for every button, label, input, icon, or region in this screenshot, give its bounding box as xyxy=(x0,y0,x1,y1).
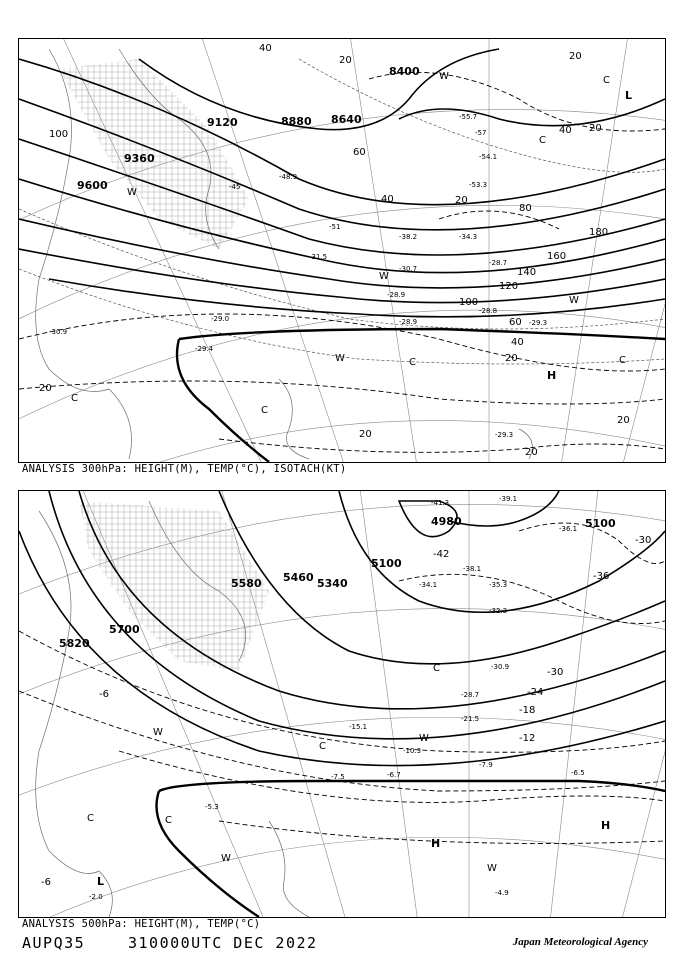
isotach-label: 20 xyxy=(525,447,538,458)
isotach-label: 140 xyxy=(517,267,537,278)
height-label: 9600 xyxy=(77,179,108,192)
cold-symbol: C xyxy=(603,75,610,86)
warm-symbol: W xyxy=(487,863,497,874)
isotach-label: 180 xyxy=(589,227,609,238)
temperature-label: -57 xyxy=(475,129,487,137)
high-symbol: H xyxy=(601,819,611,832)
isotherm-label: -42 xyxy=(433,549,450,560)
height-label: 8880 xyxy=(281,115,312,128)
cold-symbol: C xyxy=(433,663,440,674)
temperature-label: -28.9 xyxy=(387,291,406,299)
isotach-label: 120 xyxy=(499,281,519,292)
isotherm-label: -36 xyxy=(593,571,610,582)
caption-500hpa: ANALYSIS 500hPa: HEIGHT(M), TEMP(°C) xyxy=(22,918,261,930)
warm-symbol: W xyxy=(439,71,449,82)
height-label: 5820 xyxy=(59,637,90,650)
temperature-label: -38.2 xyxy=(399,233,418,241)
cold-symbol: C xyxy=(539,135,546,146)
warm-symbol: W xyxy=(379,271,389,282)
isotherm-label: -30 xyxy=(635,535,652,546)
isotach-label: 20 xyxy=(569,51,582,62)
warm-symbol: W xyxy=(127,187,137,198)
low-symbol: L xyxy=(97,875,105,888)
height-label: 8640 xyxy=(331,113,362,126)
warm-symbol: W xyxy=(419,733,429,744)
warm-symbol: W xyxy=(335,353,345,364)
caption-300hpa: ANALYSIS 300hPa: HEIGHT(M), TEMP(°C), ISOTACH(KT) xyxy=(22,463,347,475)
isotach-label: 20 xyxy=(617,415,630,426)
isotach-label: 40 xyxy=(259,43,272,54)
temperature-label: -7.5 xyxy=(331,773,345,781)
temperature-label: -51 xyxy=(329,223,341,231)
temperature-label: -38.1 xyxy=(463,565,482,573)
height-label: 4980 xyxy=(431,515,462,528)
temperature-label: -6.5 xyxy=(571,769,585,777)
temperature-label: -39.1 xyxy=(499,495,518,503)
temperature-label: -10.3 xyxy=(403,747,422,755)
height-label: 5460 xyxy=(283,571,314,584)
temperature-label: -28.7 xyxy=(489,259,508,267)
isotach-label: 60 xyxy=(353,147,366,158)
temperature-label: -28.7 xyxy=(461,691,480,699)
isotach-label: 100 xyxy=(49,129,69,140)
isotherm-label: -6 xyxy=(41,877,51,888)
temperature-label: -45 xyxy=(229,183,241,191)
cold-symbol: C xyxy=(71,393,78,404)
temperature-label: -55.7 xyxy=(459,113,478,121)
temperature-label: -32.3 xyxy=(489,607,508,615)
height-label: 5340 xyxy=(317,577,348,590)
isotherm-label: -24 xyxy=(527,687,544,698)
temperature-label: -4.9 xyxy=(495,889,509,897)
cold-symbol: C xyxy=(261,405,268,416)
isotach-label: 160 xyxy=(547,251,567,262)
isotach-label: 40 xyxy=(381,194,394,205)
chart-500hpa xyxy=(18,490,666,918)
temperature-label: -7.9 xyxy=(479,761,493,769)
isotach-label: 20 xyxy=(455,195,468,206)
isotherm-label: -6 xyxy=(99,689,109,700)
isotach-label: 80 xyxy=(519,203,532,214)
isotach-label: 20 xyxy=(339,55,352,66)
temperature-label: -53.3 xyxy=(469,181,488,189)
high-symbol: H xyxy=(431,837,441,850)
temperature-label: -30.9 xyxy=(491,663,510,671)
temperature-label: -36.1 xyxy=(559,525,578,533)
chart-300hpa xyxy=(18,38,666,463)
height-label: 5100 xyxy=(585,517,616,530)
isotach-label: 60 xyxy=(509,317,522,328)
temperature-label: -5.3 xyxy=(205,803,219,811)
high-symbol: H xyxy=(547,369,557,382)
warm-symbol: W xyxy=(221,853,231,864)
isotach-label: 20 xyxy=(589,123,602,134)
temperature-label: -29.3 xyxy=(495,431,514,439)
temperature-label: -2.0 xyxy=(89,893,103,901)
map-300hpa xyxy=(19,39,665,462)
height-label: 9360 xyxy=(124,152,155,165)
isotherm-label: -18 xyxy=(519,705,536,716)
temperature-label: -29.0 xyxy=(211,315,230,323)
isotherm-label: -30 xyxy=(547,667,564,678)
temperature-label: -48.9 xyxy=(279,173,298,181)
temperature-label: -15.1 xyxy=(349,723,368,731)
isotach-label: 20 xyxy=(505,353,518,364)
cold-symbol: C xyxy=(319,741,326,752)
temperature-label: -28.8 xyxy=(479,307,498,315)
valid-time: 310000UTC DEC 2022 xyxy=(128,934,318,952)
isotach-label: 20 xyxy=(359,429,372,440)
temperature-label: -31.5 xyxy=(309,253,328,261)
temperature-label: -28.9 xyxy=(399,318,418,326)
temperature-label: -29.4 xyxy=(195,345,214,353)
warm-symbol: W xyxy=(569,295,579,306)
isotach-label: 40 xyxy=(559,125,572,136)
temperature-label: -34.3 xyxy=(459,233,478,241)
warm-symbol: W xyxy=(153,727,163,738)
height-label: 5580 xyxy=(231,577,262,590)
isotach-label: 20 xyxy=(39,383,52,394)
temperature-label: -29.3 xyxy=(529,319,548,327)
temperature-label: -54.1 xyxy=(479,153,498,161)
map-500hpa xyxy=(19,491,665,917)
height-label: 8400 xyxy=(389,65,420,78)
low-symbol: L xyxy=(625,89,633,102)
cold-symbol: C xyxy=(87,813,94,824)
temperature-label: -30.7 xyxy=(399,265,418,273)
temperature-label: -30.9 xyxy=(49,328,68,336)
isotherm-label: -12 xyxy=(519,733,536,744)
cold-symbol: C xyxy=(409,357,416,368)
temperature-label: -35.3 xyxy=(489,581,508,589)
product-id: AUPQ35 xyxy=(22,934,86,952)
cold-symbol: C xyxy=(619,355,626,366)
height-label: 5100 xyxy=(371,557,402,570)
isotach-label: 100 xyxy=(459,297,479,308)
isotach-label: 40 xyxy=(511,337,524,348)
height-label: 5700 xyxy=(109,623,140,636)
temperature-label: -21.5 xyxy=(461,715,480,723)
temperature-label: -6.7 xyxy=(387,771,401,779)
cold-symbol: C xyxy=(165,815,172,826)
temperature-label: -34.1 xyxy=(419,581,438,589)
temperature-label: -41.3 xyxy=(431,499,450,507)
height-label: 9120 xyxy=(207,116,238,129)
agency-name: Japan Meteorological Agency xyxy=(512,936,648,948)
